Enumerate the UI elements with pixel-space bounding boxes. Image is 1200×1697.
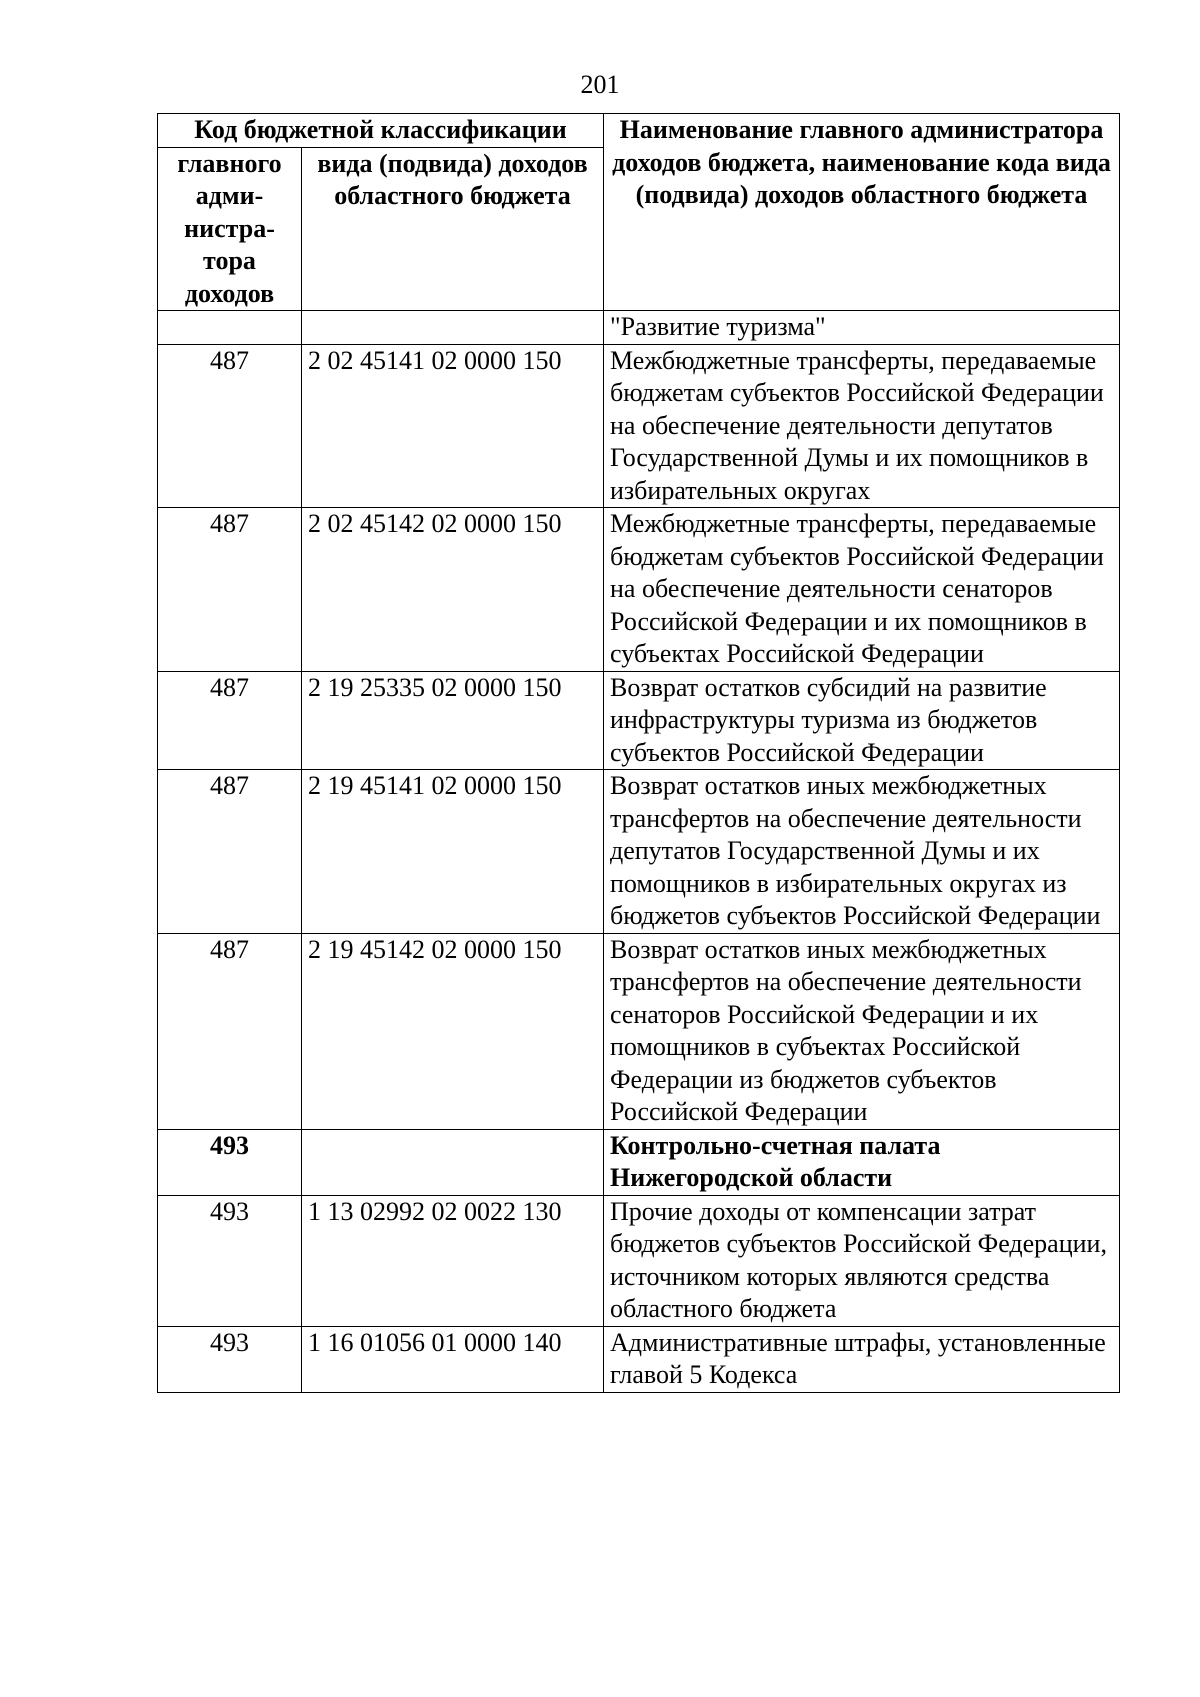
cell-code: 2 02 45141 02 0000 150	[302, 344, 604, 508]
cell-code: 2 19 25335 02 0000 150	[302, 671, 604, 770]
cell-code: 1 16 01056 01 0000 140	[302, 1326, 604, 1392]
table-row	[158, 344, 1120, 508]
cell-code	[302, 311, 604, 345]
cell-name: Межбюджетные трансферты, передаваемые бюджетам субъектов Российской Федерации на обеспечение деятельности депутатов Государственной Думы и их помощников в избирательных округах	[604, 344, 1120, 508]
cell-admin: 493	[158, 1326, 302, 1392]
cell-name: Возврат остатков иных межбюджетных трансфертов на обеспечение деятельности сенаторов Российской Федерации и их помощников в субъектах Российской Федерации из бюджетов субъектов Российской Федерации	[604, 933, 1120, 1129]
table-row	[158, 311, 1120, 345]
cell-admin: 487	[158, 770, 302, 934]
cell-code: 2 19 45141 02 0000 150	[302, 770, 604, 934]
cell-code: 1 13 02992 02 0022 130	[302, 1195, 604, 1326]
cell-admin: 493	[158, 1129, 302, 1195]
cell-admin: 493	[158, 1195, 302, 1326]
table-row	[158, 933, 1120, 1129]
cell-name: Контрольно-счетная палата Нижегородской области	[604, 1129, 1120, 1195]
cell-name: Административные штрафы, установленные главой 5 Кодекса	[604, 1326, 1120, 1392]
cell-code: 2 02 45142 02 0000 150	[302, 508, 604, 672]
table-row-section-header	[158, 1129, 1120, 1195]
page-number: 201	[580, 70, 620, 99]
header-kind-column: вида (подвида) доходов областного бюджета	[302, 147, 604, 311]
table-row	[158, 508, 1120, 672]
cell-admin: 487	[158, 933, 302, 1129]
cell-admin: 487	[158, 344, 302, 508]
table-row	[158, 1326, 1120, 1392]
cell-code: 2 19 45142 02 0000 150	[302, 933, 604, 1129]
cell-name: Межбюджетные трансферты, передаваемые бюджетам субъектов Российской Федерации на обеспечение деятельности сенаторов Российской Федерации и их помощников в субъектах Российской Федерации	[604, 508, 1120, 672]
header-name-column: Наименование главного администратора доходов бюджета, наименование кода вида (подвида) доходов областного бюджета	[604, 114, 1120, 311]
header-admin-column: главного адми- нистра- тора доходов	[158, 147, 302, 311]
cell-code	[302, 1129, 604, 1195]
cell-admin: 487	[158, 508, 302, 672]
cell-name: Возврат остатков иных межбюджетных трансфертов на обеспечение деятельности депутатов Государственной Думы и их помощников в избирательных округах из бюджетов субъектов Российской Федерации	[604, 770, 1120, 934]
table-row	[158, 770, 1120, 934]
budget-classification-table	[157, 113, 1120, 1393]
cell-name: Прочие доходы от компенсации затрат бюджетов субъектов Российской Федерации, источником которых являются средства областного бюджета	[604, 1195, 1120, 1326]
cell-name: "Развитие туризма"	[604, 311, 1120, 345]
cell-admin	[158, 311, 302, 345]
header-budget-classification-code: Код бюджетной классификации	[158, 114, 604, 148]
table-row	[158, 671, 1120, 770]
table-row	[158, 1195, 1120, 1326]
cell-admin: 487	[158, 671, 302, 770]
cell-name: Возврат остатков субсидий на развитие инфраструктуры туризма из бюджетов субъектов Российской Федерации	[604, 671, 1120, 770]
